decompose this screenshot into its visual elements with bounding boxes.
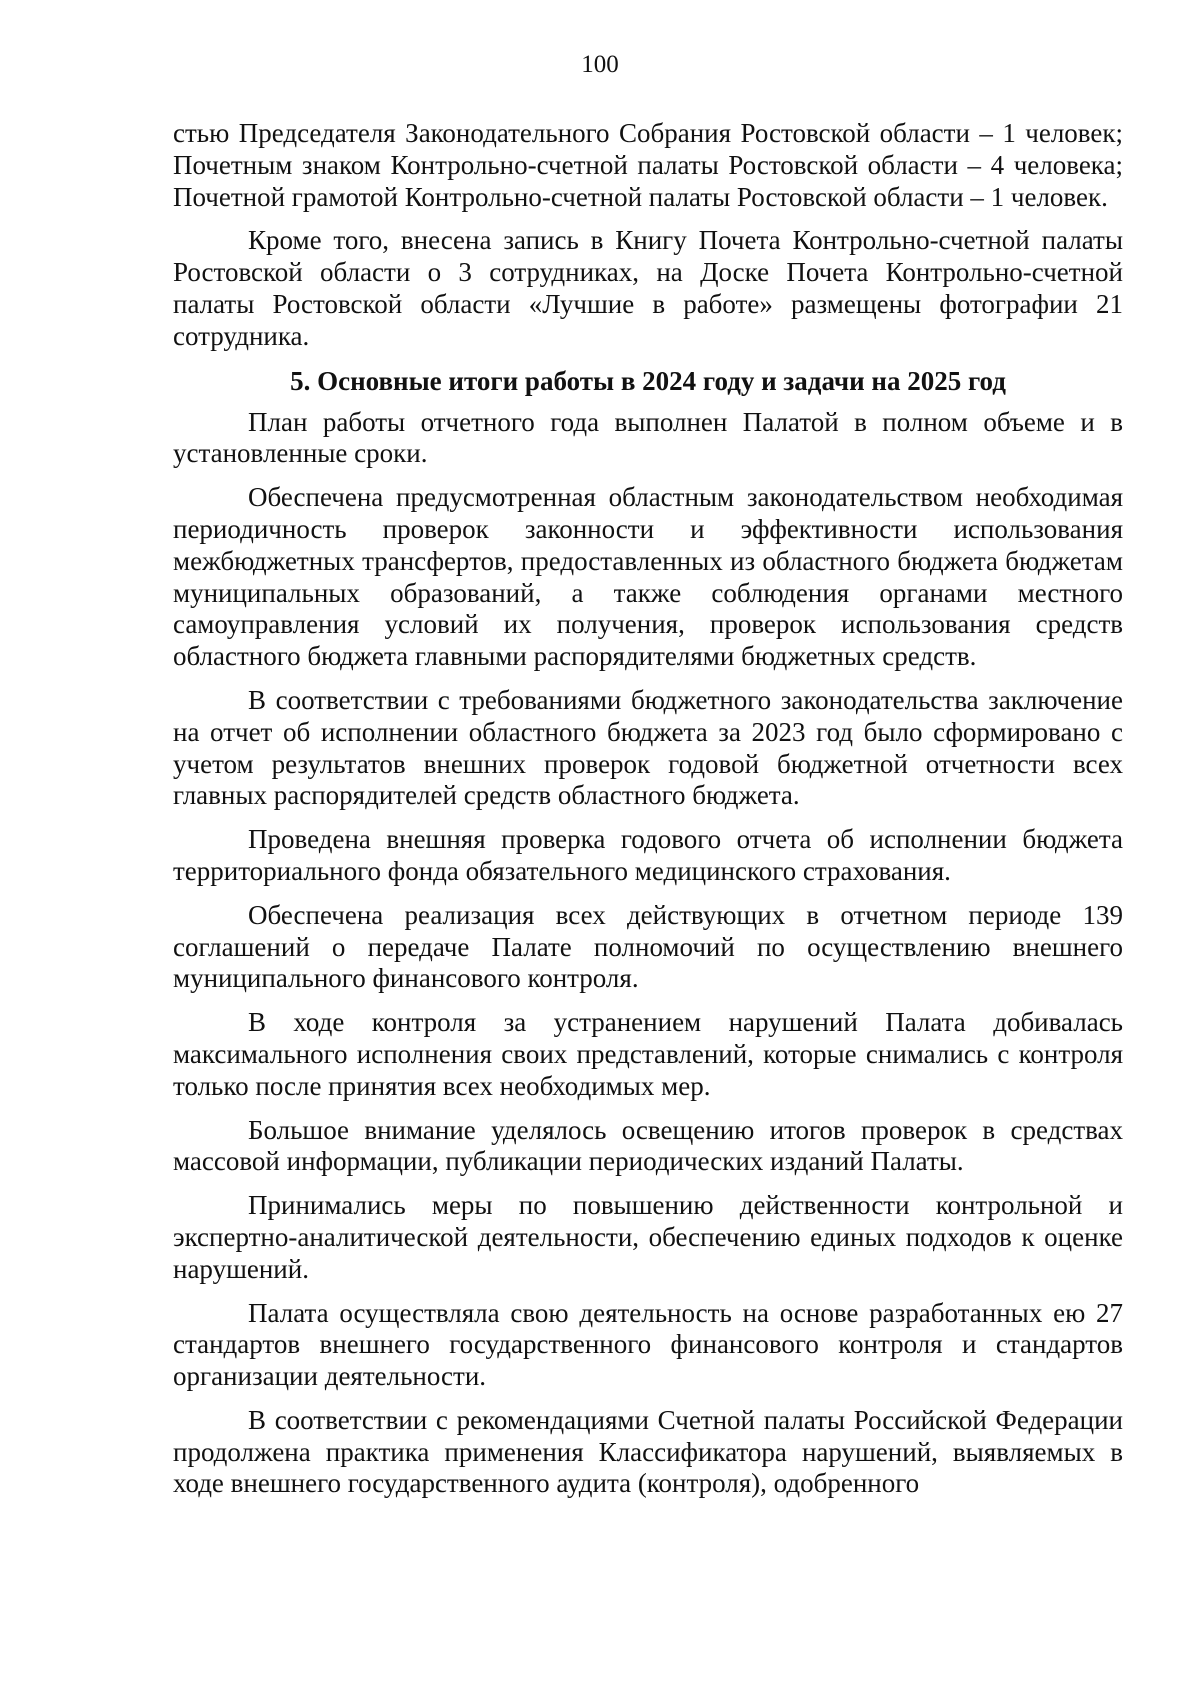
paragraph-awards-continued: стью Председателя Законодательного Собрания Ростовской области – 1 человек; Почетным знаком Контрольно-счетной палаты Ростовской области – 4 человека; Почетной грамотой Контрольно-счетной палаты Ростовской области – 1 человек. — [173, 118, 1123, 212]
paragraph-inspection-periodicity: Обеспечена предусмотренная областным законодательством необходимая периодичность проверок законности и эффективности использования межбюджетных трансфертов, предоставленных из областного бюджета бюджетам муниципальных образований, а также соблюдения органами местного самоуправления условий их получения, проверок использования средств областного бюджета главными распорядителями бюджетных средств. — [173, 482, 1123, 672]
paragraph-standards: Палата осуществляла свою деятельность на основе разработанных ею 27 стандартов внешнего государственного финансового контроля и стандартов организации деятельности. — [173, 1297, 1123, 1392]
paragraph-agreements: Обеспечена реализация всех действующих в отчетном периоде 139 соглашений о передаче Палате полномочий по осуществлению внешнего муниципального финансового контроля. — [173, 899, 1123, 994]
paragraph-medical-insurance-audit: Проведена внешняя проверка годового отчета об исполнении бюджета территориального фонда обязательного медицинского страхования. — [173, 824, 1123, 886]
page-number: 100 — [581, 51, 619, 78]
paragraph-classifier: В соответствии с рекомендациями Счетной палаты Российской Федерации продолжена практика применения Классификатора нарушений, выявляемых в ходе внешнего государственного аудита (контроля), одобренного — [173, 1404, 1123, 1499]
section-heading: 5. Основные итоги работы в 2024 году и задачи на 2025 год — [290, 365, 1006, 396]
paragraph-effectiveness-measures: Принимались меры по повышению действенности контрольной и экспертно-аналитической деятельности, обеспечению единых подходов к оценке нарушений. — [173, 1190, 1123, 1284]
paragraph-violations-control: В ходе контроля за устранением нарушений Палата добивалась максимального исполнения своих представлений, которые снимались с контроля только после принятия всех необходимых мер. — [173, 1007, 1123, 1101]
paragraph-plan-fulfilled: План работы отчетного года выполнен Палатой в полном объеме и в установленные сроки. — [173, 406, 1123, 469]
paragraph-book-of-honor: Кроме того, внесена запись в Книгу Почета Контрольно-счетной палаты Ростовской области о 3 сотрудниках, на Доске Почета Контрольно-счетной палаты Ростовской области «Лучшие в работе» размещены фотографии 21 сотрудника. — [173, 225, 1123, 351]
document-body — [173, 118, 1123, 1512]
paragraph-budget-report-conclusion: В соответствии с требованиями бюджетного законодательства заключение на отчет об исполнении областного бюджета за 2023 год было сформировано с учетом результатов внешних проверок годовой бюджетной отчетности всех главных распорядителей средств областного бюджета. — [173, 684, 1123, 811]
paragraph-media-coverage: Большое внимание уделялось освещению итогов проверок в средствах массовой информации, публикации периодических изданий Палаты. — [173, 1114, 1123, 1177]
